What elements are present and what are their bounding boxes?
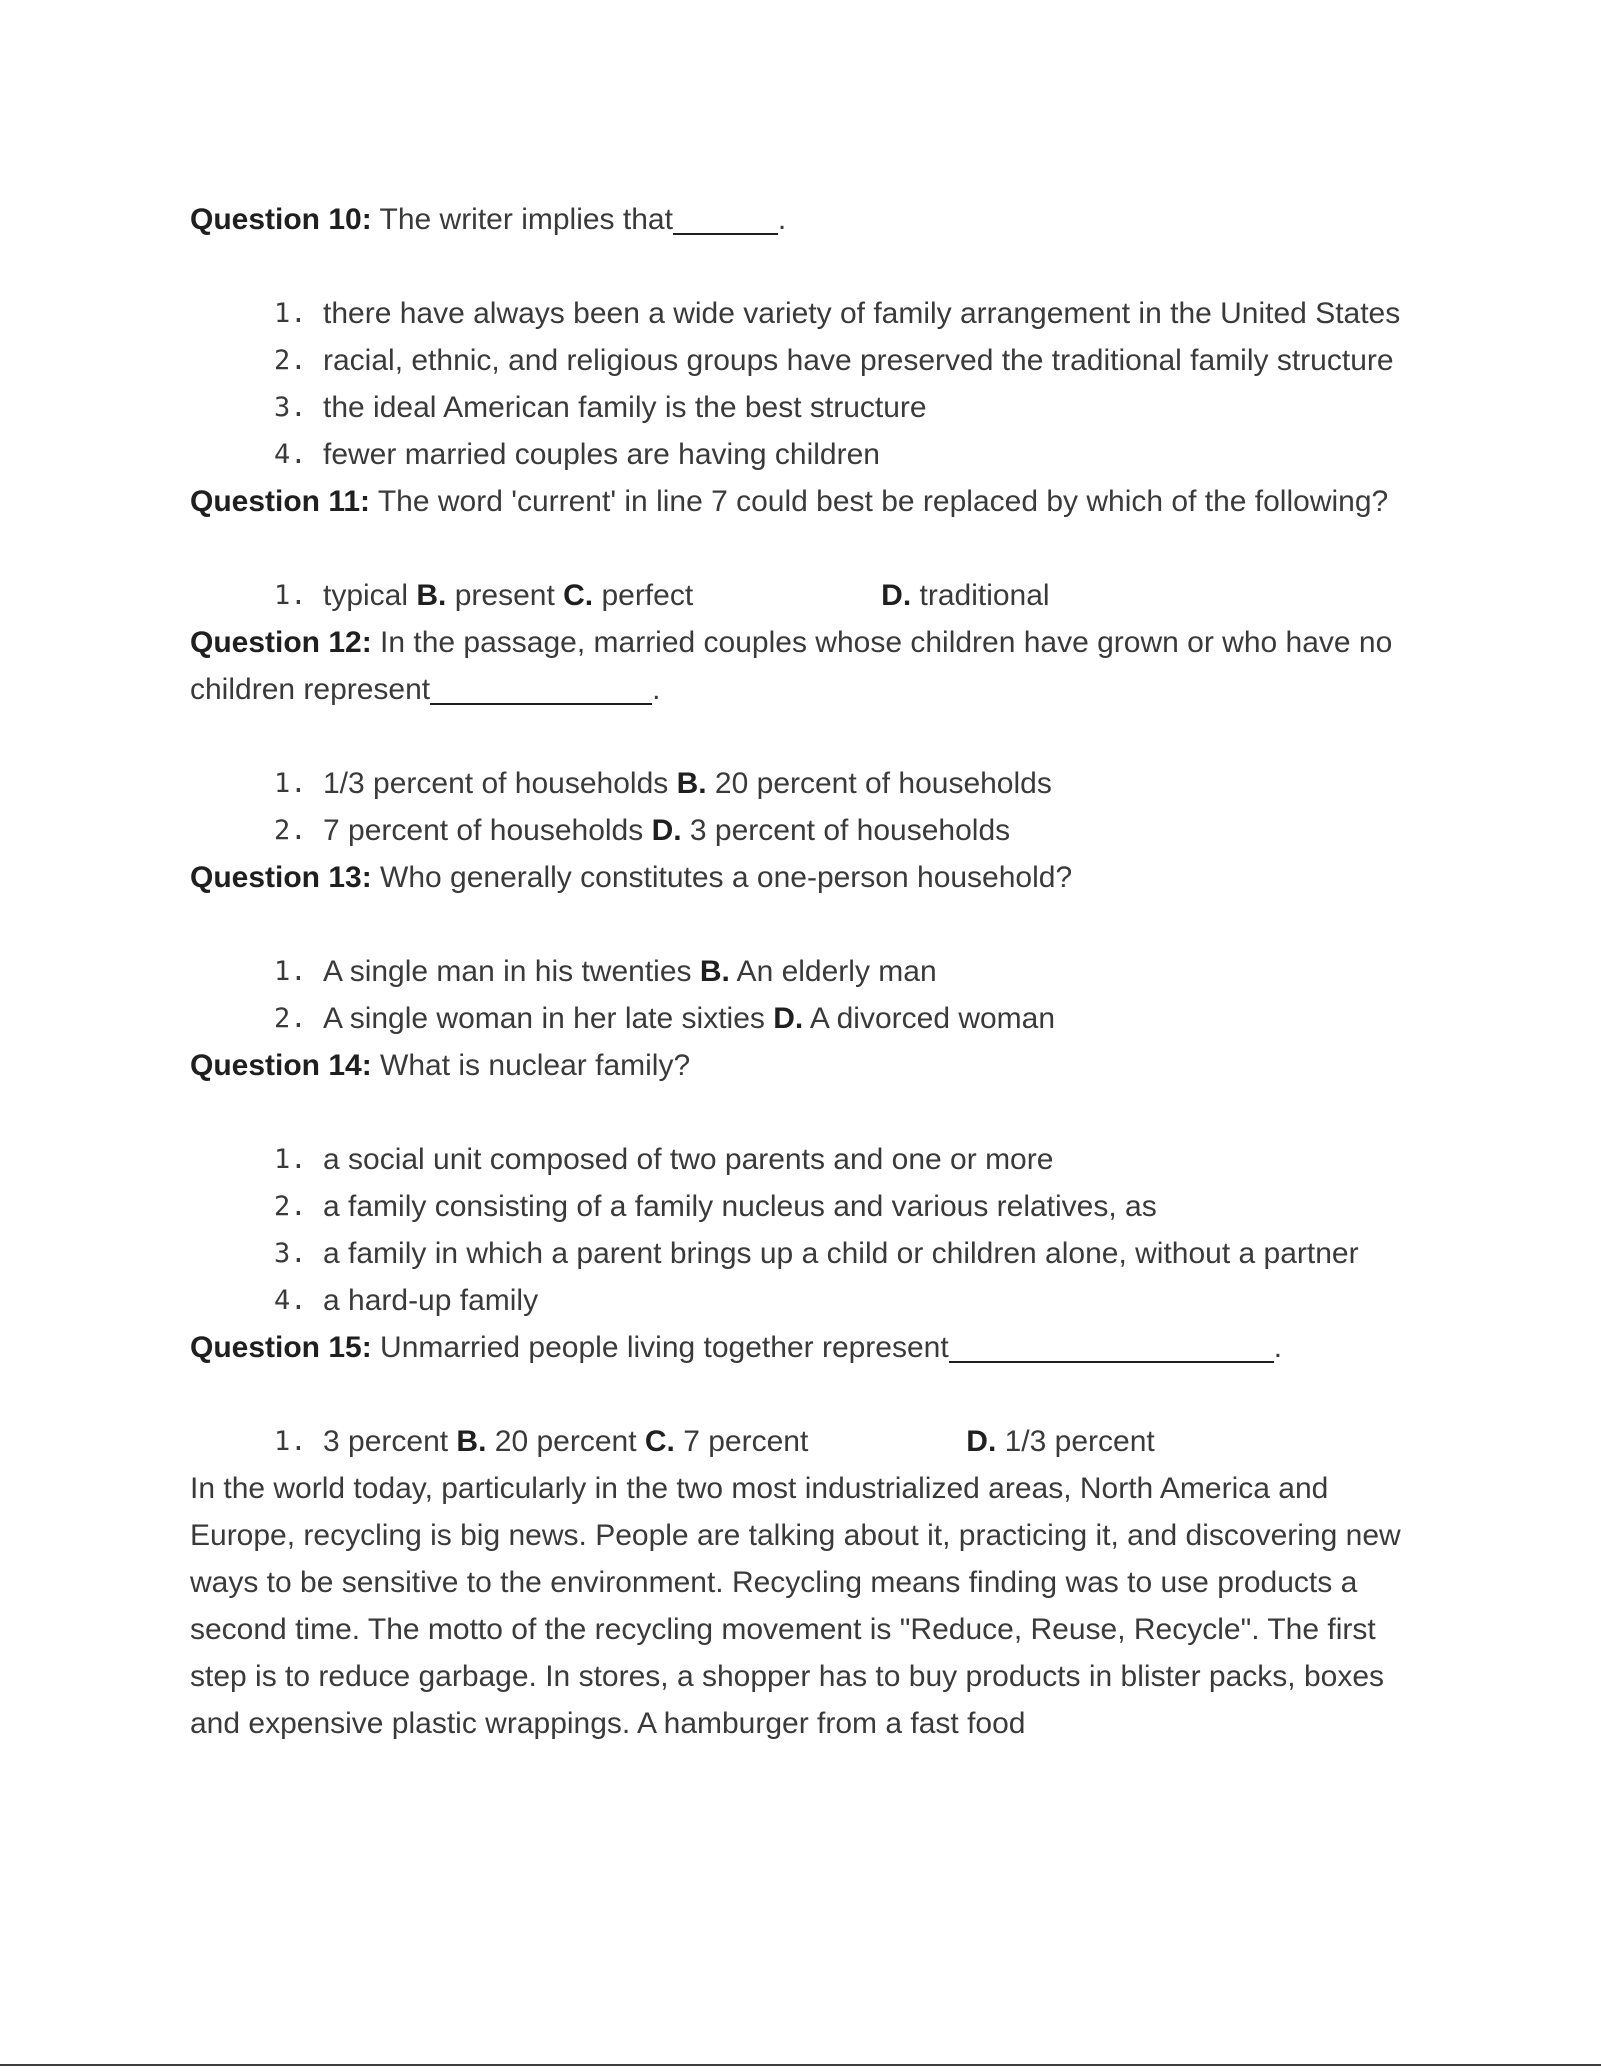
option-number: 2. — [274, 1191, 307, 1222]
option — [190, 1418, 1430, 1465]
question-15 — [190, 1324, 1430, 1371]
spacer — [190, 1371, 1430, 1418]
option-text: 1/3 percent of households — [323, 767, 677, 800]
option-d-text: 1/3 percent — [996, 1425, 1155, 1458]
option-number: 2. — [274, 815, 307, 846]
option-text: there have always been a wide variety of family arrangement in the United States — [323, 297, 1401, 330]
question-label: Question 11: — [190, 485, 371, 518]
question-label: Question 13: — [190, 861, 372, 894]
option-text: A single woman in her late sixties — [323, 1002, 774, 1035]
option-text: a family in which a parent brings up a child or children alone, without a partner — [323, 1237, 1359, 1270]
option-number: 2. — [274, 1003, 307, 1034]
question-tail: . — [652, 673, 661, 706]
question-tail: . — [777, 203, 787, 236]
question-tail: . — [1273, 1331, 1283, 1364]
question-10-options — [190, 290, 1430, 478]
option-number: 1. — [274, 1426, 307, 1457]
answer-blank — [673, 203, 778, 235]
option-text: a family consisting of a family nucleus and various relatives, as — [323, 1190, 1157, 1223]
option-text: the ideal American family is the best structure — [323, 391, 927, 424]
answer-blank — [430, 673, 652, 705]
spacer — [190, 243, 1430, 290]
question-13 — [190, 854, 1430, 901]
option-letter: B. — [699, 955, 730, 988]
option — [190, 995, 1430, 1042]
question-text: The writer implies that — [371, 203, 673, 236]
reading-passage: In the world today, particularly in the two most industrialized areas, North America and Europe, recycling is big news. People are talking about it, practicing it, and discovering new ways to be sensitive to the environment. Recycling means finding was to use products a second time. The motto of the recycling movement is "Reduce, Reuse, Recycle". The first step is to reduce garbage. In stores, a shopper has to buy products in blister packs, boxes and expensive plastic wrappings. A hamburger from a fast food — [190, 1472, 1401, 1740]
option-d-letter: D. — [966, 1425, 997, 1458]
question-10 — [190, 196, 1430, 243]
question-label: Question 12: — [190, 626, 372, 659]
option-number: 3. — [274, 1238, 307, 1269]
option-c-letter: C. — [563, 579, 594, 612]
option — [190, 384, 1430, 431]
question-text: What is nuclear family? — [371, 1049, 691, 1082]
option — [190, 807, 1430, 854]
option-text: fewer married couples are having children — [323, 438, 880, 471]
question-11 — [190, 478, 1430, 525]
question-text: Unmarried people living together represent — [371, 1331, 949, 1364]
option-c-text: 7 percent — [674, 1425, 809, 1458]
option-text: A divorced woman — [803, 1002, 1056, 1035]
option-number: 1. — [274, 768, 307, 799]
option — [190, 1277, 1430, 1324]
spacer — [190, 713, 1430, 760]
option-b-letter: B. — [456, 1425, 487, 1458]
answer-blank — [949, 1331, 1274, 1363]
option-b-text: present — [446, 579, 564, 612]
option-number: 1. — [274, 580, 307, 611]
question-label: Question 10: — [190, 203, 372, 236]
document-page — [190, 196, 1430, 1747]
option-text: 3 percent of households — [681, 814, 1011, 847]
option — [190, 760, 1430, 807]
question-13-options — [190, 948, 1430, 1042]
spacer — [190, 901, 1430, 948]
option-letter: B. — [676, 767, 707, 800]
option — [190, 290, 1430, 337]
option-c-letter: C. — [644, 1425, 675, 1458]
question-11-options — [190, 572, 1430, 619]
spacer — [190, 525, 1430, 572]
question-14 — [190, 1042, 1430, 1089]
option-text: a hard-up family — [323, 1284, 539, 1317]
option-text: 7 percent of households — [323, 814, 652, 847]
option-number: 2. — [274, 345, 307, 376]
option — [190, 948, 1430, 995]
option-text: racial, ethnic, and religious groups have preserved the traditional family structure — [323, 344, 1394, 377]
option-text: a social unit composed of two parents and one or more — [323, 1143, 1054, 1176]
option — [190, 1183, 1430, 1230]
option — [190, 1136, 1430, 1183]
option-number: 1. — [274, 298, 307, 329]
option-d — [881, 572, 1049, 619]
option-number: 3. — [274, 392, 307, 423]
option-b-text: 20 percent — [486, 1425, 645, 1458]
option-a-text: typical — [323, 579, 417, 612]
question-15-options — [190, 1418, 1430, 1465]
question-label: Question 15: — [190, 1331, 372, 1364]
option-text: A single man in his twenties — [323, 955, 700, 988]
question-12-options — [190, 760, 1430, 854]
question-label: Question 14: — [190, 1049, 372, 1082]
page-bottom-divider — [0, 2064, 1601, 2066]
question-text: The word 'current' in line 7 could best be replaced by which of the following? — [370, 485, 1389, 518]
option-text: An elderly man — [729, 955, 937, 988]
option — [190, 431, 1430, 478]
spacer — [190, 1089, 1430, 1136]
option-d-letter: D. — [881, 579, 912, 612]
option-letter: D. — [651, 814, 682, 847]
option-number: 1. — [274, 1144, 307, 1175]
option-number: 4. — [274, 439, 307, 470]
option-number: 4. — [274, 1285, 307, 1316]
option-c-text: perfect — [593, 579, 694, 612]
question-12 — [190, 619, 1430, 713]
option — [190, 572, 1430, 619]
question-14-options — [190, 1136, 1430, 1324]
option — [190, 1230, 1430, 1277]
option-text: 20 percent of households — [706, 767, 1052, 800]
option-number: 1. — [274, 956, 307, 987]
question-text: Who generally constitutes a one-person household? — [371, 861, 1073, 894]
option-a-text: 3 percent — [323, 1425, 457, 1458]
question-text: In the passage, married couples whose children have grown or who have no children represent — [190, 626, 1393, 706]
option-d — [966, 1418, 1154, 1465]
option-d-text: traditional — [911, 579, 1050, 612]
option — [190, 337, 1430, 384]
option-b-letter: B. — [416, 579, 447, 612]
option-letter: D. — [773, 1002, 804, 1035]
